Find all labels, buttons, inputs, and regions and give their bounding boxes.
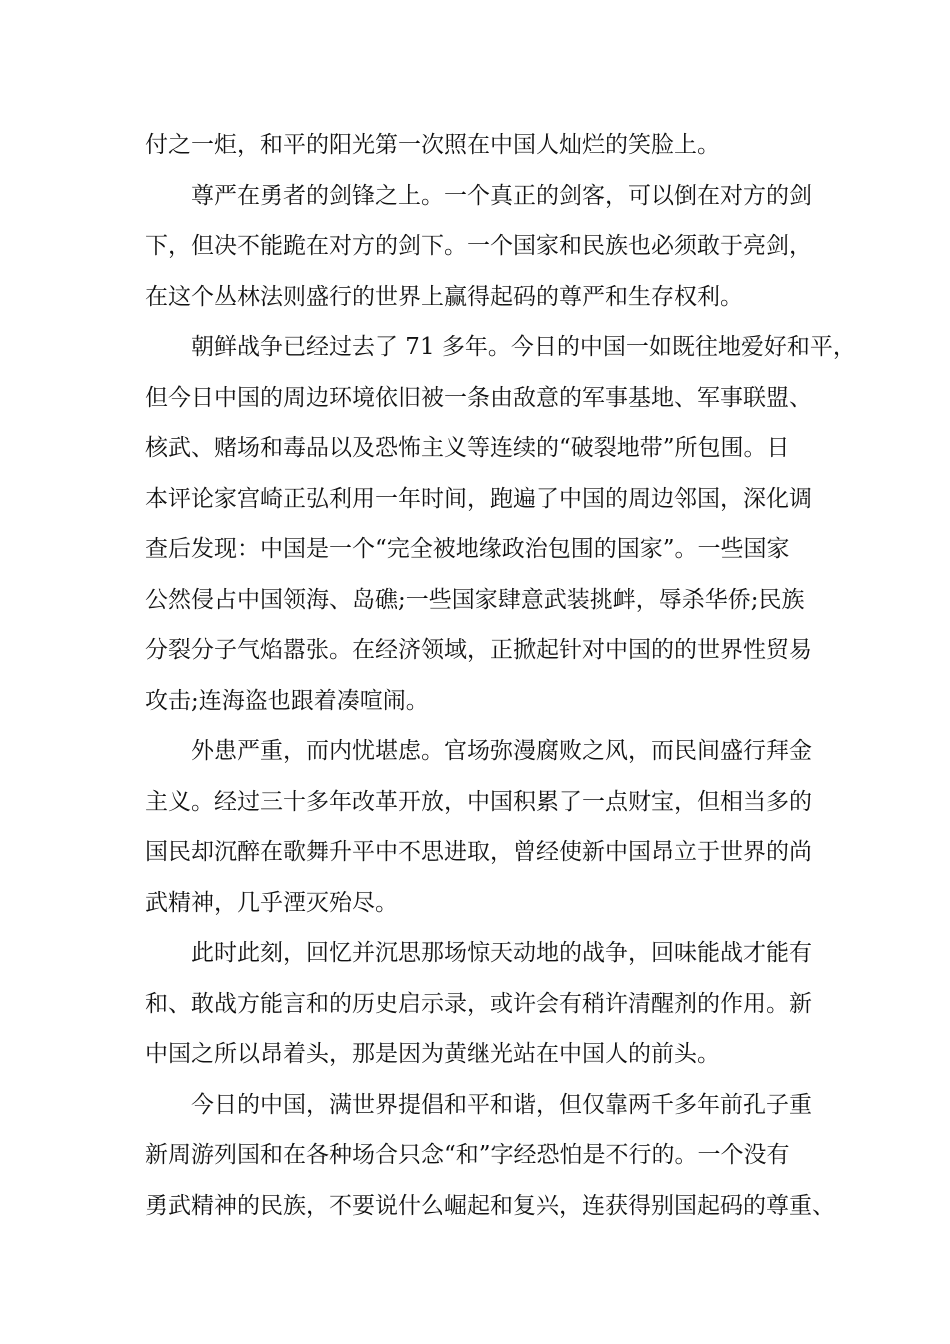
text-line: 查后发现：中国是一个“完全被地缘政治包围的国家”。一些国家 — [145, 536, 790, 562]
text-line: 在这个丛林法则盛行的世界上赢得起码的尊严和生存权利。 — [145, 283, 743, 310]
text-line: 核武、赌场和毒品以及恐怖主义等连续的“破裂地带”所包围。日 — [145, 435, 790, 461]
text-line: 新周游列国和在各种场合只念“和”字经恐怕是不行的。一个没有 — [145, 1142, 790, 1168]
text-line: 付之一炬，和平的阳光第一次照在中国人灿烂的笑脸上。 — [145, 132, 720, 158]
text-line: 下，但决不能跪在对方的剑下。一个国家和民族也必须敢于亮剑， — [145, 233, 812, 259]
paragraph-start-line: 尊严在勇者的剑锋之上。一个真正的剑客，可以倒在对方的剑 — [191, 182, 812, 209]
text-line: 武精神，几乎湮灭殆尽。 — [145, 889, 398, 916]
paragraph-start-line: 今日的中国，满世界提倡和平和谐，但仅靠两千多年前孔子重 — [191, 1091, 812, 1118]
text-line: 攻击;连海盗也跟着凑喧闹。 — [145, 687, 429, 714]
text-line: 和、敢战方能言和的历史启示录，或许会有稍许清醒剂的作用。新 — [145, 990, 812, 1017]
paragraph-start-line: 外患严重，而内忧堪虑。官场弥漫腐败之风，而民间盛行拜金 — [191, 738, 812, 764]
text-line: 主义。经过三十多年改革开放，中国积累了一点财宝，但相当多的 — [145, 788, 812, 815]
text-line: 国民却沉醉在歌舞升平中不思进取，曾经使新中国昂立于世界的尚 — [145, 839, 812, 865]
body-text — [145, 120, 856, 1231]
text-line: 本评论家宫崎正弘利用一年时间，跑遍了中国的周边邻国，深化调 — [145, 485, 812, 512]
text-line: 中国之所以昂着头，那是因为黄继光站在中国人的前头。 — [145, 1041, 720, 1067]
text-line: 公然侵占中国领海、岛礁;一些国家肆意武装挑衅，辱杀华侨;民族 — [145, 586, 805, 613]
text-line: 但今日中国的周边环境依旧被一条由敌意的军事基地、军事联盟、 — [145, 384, 812, 411]
text-line: 分裂分子气焰嚣张。在经济领域，正掀起针对中国的的世界性贸易 — [145, 637, 812, 663]
paragraph-start-line: 此时此刻，回忆并沉思那场惊天动地的战争，回味能战才能有 — [191, 940, 812, 966]
paragraph-start-line: 朝鲜战争已经过去了 71 多年。今日的中国一如既往地爱好和平， — [191, 334, 856, 360]
text-line: 勇武精神的民族，不要说什么崛起和复兴，连获得别国起码的尊重、 — [145, 1192, 835, 1219]
